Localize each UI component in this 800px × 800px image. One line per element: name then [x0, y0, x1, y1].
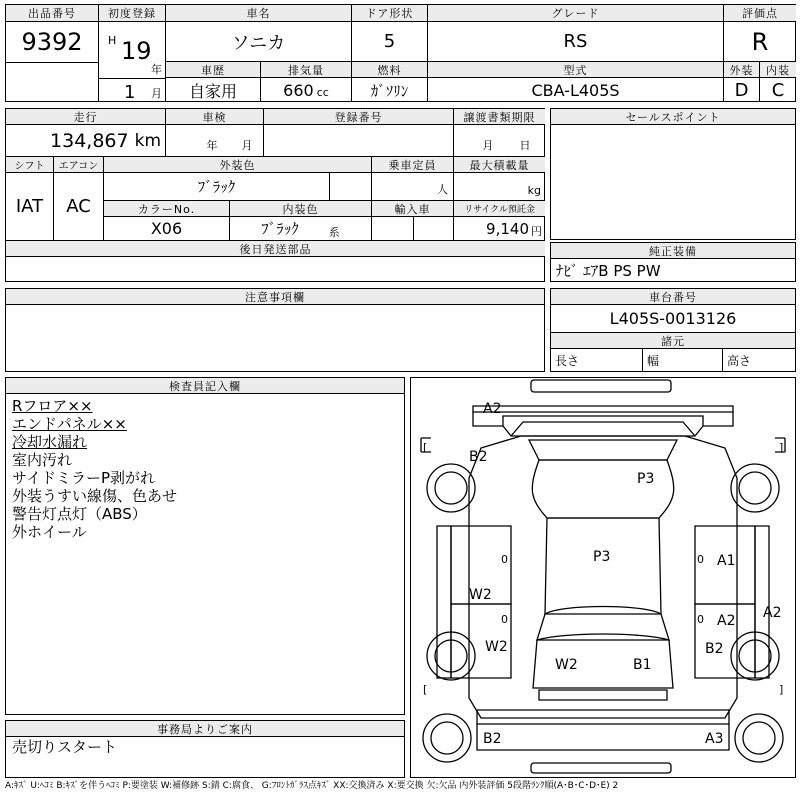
car-diagram [410, 377, 796, 778]
fuel-label: 燃料 [352, 62, 428, 78]
office-label: 事務局よりご案内 [6, 721, 404, 737]
mileage-unit: km [134, 130, 161, 151]
damage-mark: B2 [469, 449, 488, 465]
header-table [5, 4, 796, 102]
int-color-value: ﾌﾞﾗｯｸ [261, 220, 299, 238]
inspection-year: 年 [206, 139, 218, 152]
transfer-month: 月 [482, 139, 494, 152]
notes-label: 注意事項欄 [6, 289, 544, 305]
damage-mark: B2 [483, 731, 502, 747]
era-value: H [108, 34, 117, 47]
doors-label: ドア形状 [352, 5, 428, 22]
inspector-line: Rフロア×× [12, 397, 93, 415]
displacement-label: 排気量 [261, 62, 352, 78]
damage-mark: W2 [469, 587, 492, 603]
ac-value: AC [66, 196, 91, 217]
equipment-box [550, 242, 796, 282]
length-label: 長さ [555, 353, 580, 368]
ext-color-value: ﾌﾞﾗｯｸ [197, 178, 236, 196]
damage-mark: P3 [637, 471, 655, 487]
damage-mark: A2 [763, 605, 782, 621]
inspector-label: 検査員記入欄 [6, 378, 404, 394]
damage-mark: W2 [555, 657, 578, 673]
score-value: R [751, 27, 769, 56]
exterior-value: D [734, 79, 749, 101]
equipment-value: ﾅﾋﾞ ｴｱB PS PW [556, 262, 661, 280]
damage-mark: W2 [485, 639, 508, 655]
transfer-day: 日 [519, 139, 531, 152]
capacity-label: 乗車定員 [372, 157, 454, 173]
bracket-mark: [ [423, 441, 428, 454]
damage-mark: A2 [717, 613, 736, 629]
bracket-mark: [ [423, 683, 428, 696]
reg-no-label: 登録番号 [264, 109, 454, 125]
inspector-line: 室内汚れ [12, 451, 73, 469]
mileage-label: 走行 [6, 109, 166, 125]
shift-label: シフト [6, 157, 54, 173]
year-unit: 年 [151, 63, 162, 76]
later-parts-label: 後日発送部品 [6, 241, 545, 257]
int-color-label: 内装色 [230, 201, 372, 217]
chassis-box [550, 288, 796, 372]
score-label: 評価点 [724, 5, 796, 22]
damage-mark: B1 [633, 657, 652, 673]
zero-mark: 0 [501, 553, 508, 566]
grade-value: RS [563, 31, 588, 52]
inspector-line: 冷却水漏れ [12, 433, 88, 451]
int-color-unit: 系 [328, 225, 340, 239]
dims-label: 諸元 [551, 333, 795, 349]
inspection-month: 月 [241, 139, 253, 152]
shift-value: IAT [15, 196, 44, 217]
inspector-line: エンドパネル×× [12, 415, 127, 433]
model-value: ソニカ [231, 32, 286, 54]
zero-mark: 0 [501, 613, 508, 626]
inspector-line: 警告灯点灯（ABS） [12, 505, 147, 523]
recycle-label: リサイクル預託金 [454, 201, 545, 217]
exterior-label: 外装 [724, 62, 760, 78]
first-reg-label: 初度登録 [99, 5, 166, 22]
inspector-line: サイドミラーP剥がれ [12, 469, 155, 487]
history-label: 車歴 [166, 62, 261, 78]
doors-value: 5 [383, 31, 396, 52]
width-label: 幅 [647, 353, 660, 368]
office-value: 売切りスタート [12, 738, 118, 756]
chassis-value: L405S-0013126 [609, 309, 737, 328]
inspector-line: 外ホイール [12, 523, 87, 541]
reg-no-value [264, 125, 454, 157]
type-value: CBA-L405S [531, 80, 620, 100]
details-table [5, 108, 545, 282]
inspector-box [5, 377, 405, 715]
zero-mark: 0 [697, 613, 704, 626]
import-label: 輸入車 [372, 201, 454, 217]
month-unit: 月 [151, 87, 162, 100]
type-label: 型式 [428, 62, 724, 78]
office-box [5, 720, 405, 778]
damage-mark: A2 [483, 401, 502, 417]
inspector-line: 外装うすい線傷、色あせ [12, 487, 178, 505]
legend-text: A:ｷｽﾞ U:ﾍｺﾐ B:ｷｽﾞを伴うﾍｺﾐ P:要塗装 W:補修跡 S:錆 C:腐食、 G:ﾌﾛﾝﾄｶﾞﾗｽ点ｷｽﾞ XX:交換済み X:要交換 欠:欠品 内外装評価 5段階ﾗﾝｸ順(A･B･C･D･E) 2 [5, 781, 619, 791]
ext-color-label: 外装色 [104, 157, 372, 173]
month-value: 1 [124, 82, 136, 103]
fuel-value: ｶﾞｿﾘﾝ [370, 81, 409, 100]
sales-point-label: セールスポイント [551, 109, 795, 125]
displacement-value: 660 [283, 80, 314, 100]
interior-value: C [771, 79, 785, 101]
interior-label: 内装 [760, 62, 796, 78]
history-value: 自家用 [188, 81, 237, 101]
recycle-unit: 円 [531, 224, 542, 238]
zero-mark: 0 [697, 553, 704, 566]
displacement-unit: cc [316, 85, 329, 99]
recycle-value: 9,140 [486, 219, 529, 238]
inspection-label: 車検 [166, 109, 264, 125]
later-parts-value [6, 257, 545, 281]
ac-label: エアコン [54, 157, 104, 173]
color-no-label: カラーNo. [104, 201, 230, 217]
sales-point-box [550, 108, 796, 240]
model-label: 車名 [166, 5, 352, 22]
capacity-unit: 人 [437, 183, 448, 196]
damage-mark: P3 [593, 549, 611, 565]
load-unit: kg [527, 184, 541, 197]
notes-box [5, 288, 545, 372]
mileage-value: 134,867 [50, 129, 129, 152]
chassis-label: 車台番号 [551, 289, 795, 305]
equipment-label: 純正装備 [551, 243, 795, 259]
car-outline [411, 378, 795, 777]
lot-value: 9392 [21, 28, 83, 56]
grade-label: グレード [428, 5, 724, 22]
load-label: 最大積載量 [454, 157, 545, 173]
transfer-label: 譲渡書類期限 [454, 109, 545, 125]
lot-label: 出品番号 [6, 5, 99, 22]
height-label: 高さ [727, 353, 752, 368]
bracket-mark: ] [779, 683, 784, 696]
year-value: 19 [121, 37, 152, 65]
bracket-mark: ] [779, 441, 784, 454]
damage-mark: A1 [717, 553, 736, 569]
damage-mark: A3 [705, 731, 724, 747]
damage-mark: B2 [705, 641, 724, 657]
color-no-value: X06 [150, 219, 183, 238]
